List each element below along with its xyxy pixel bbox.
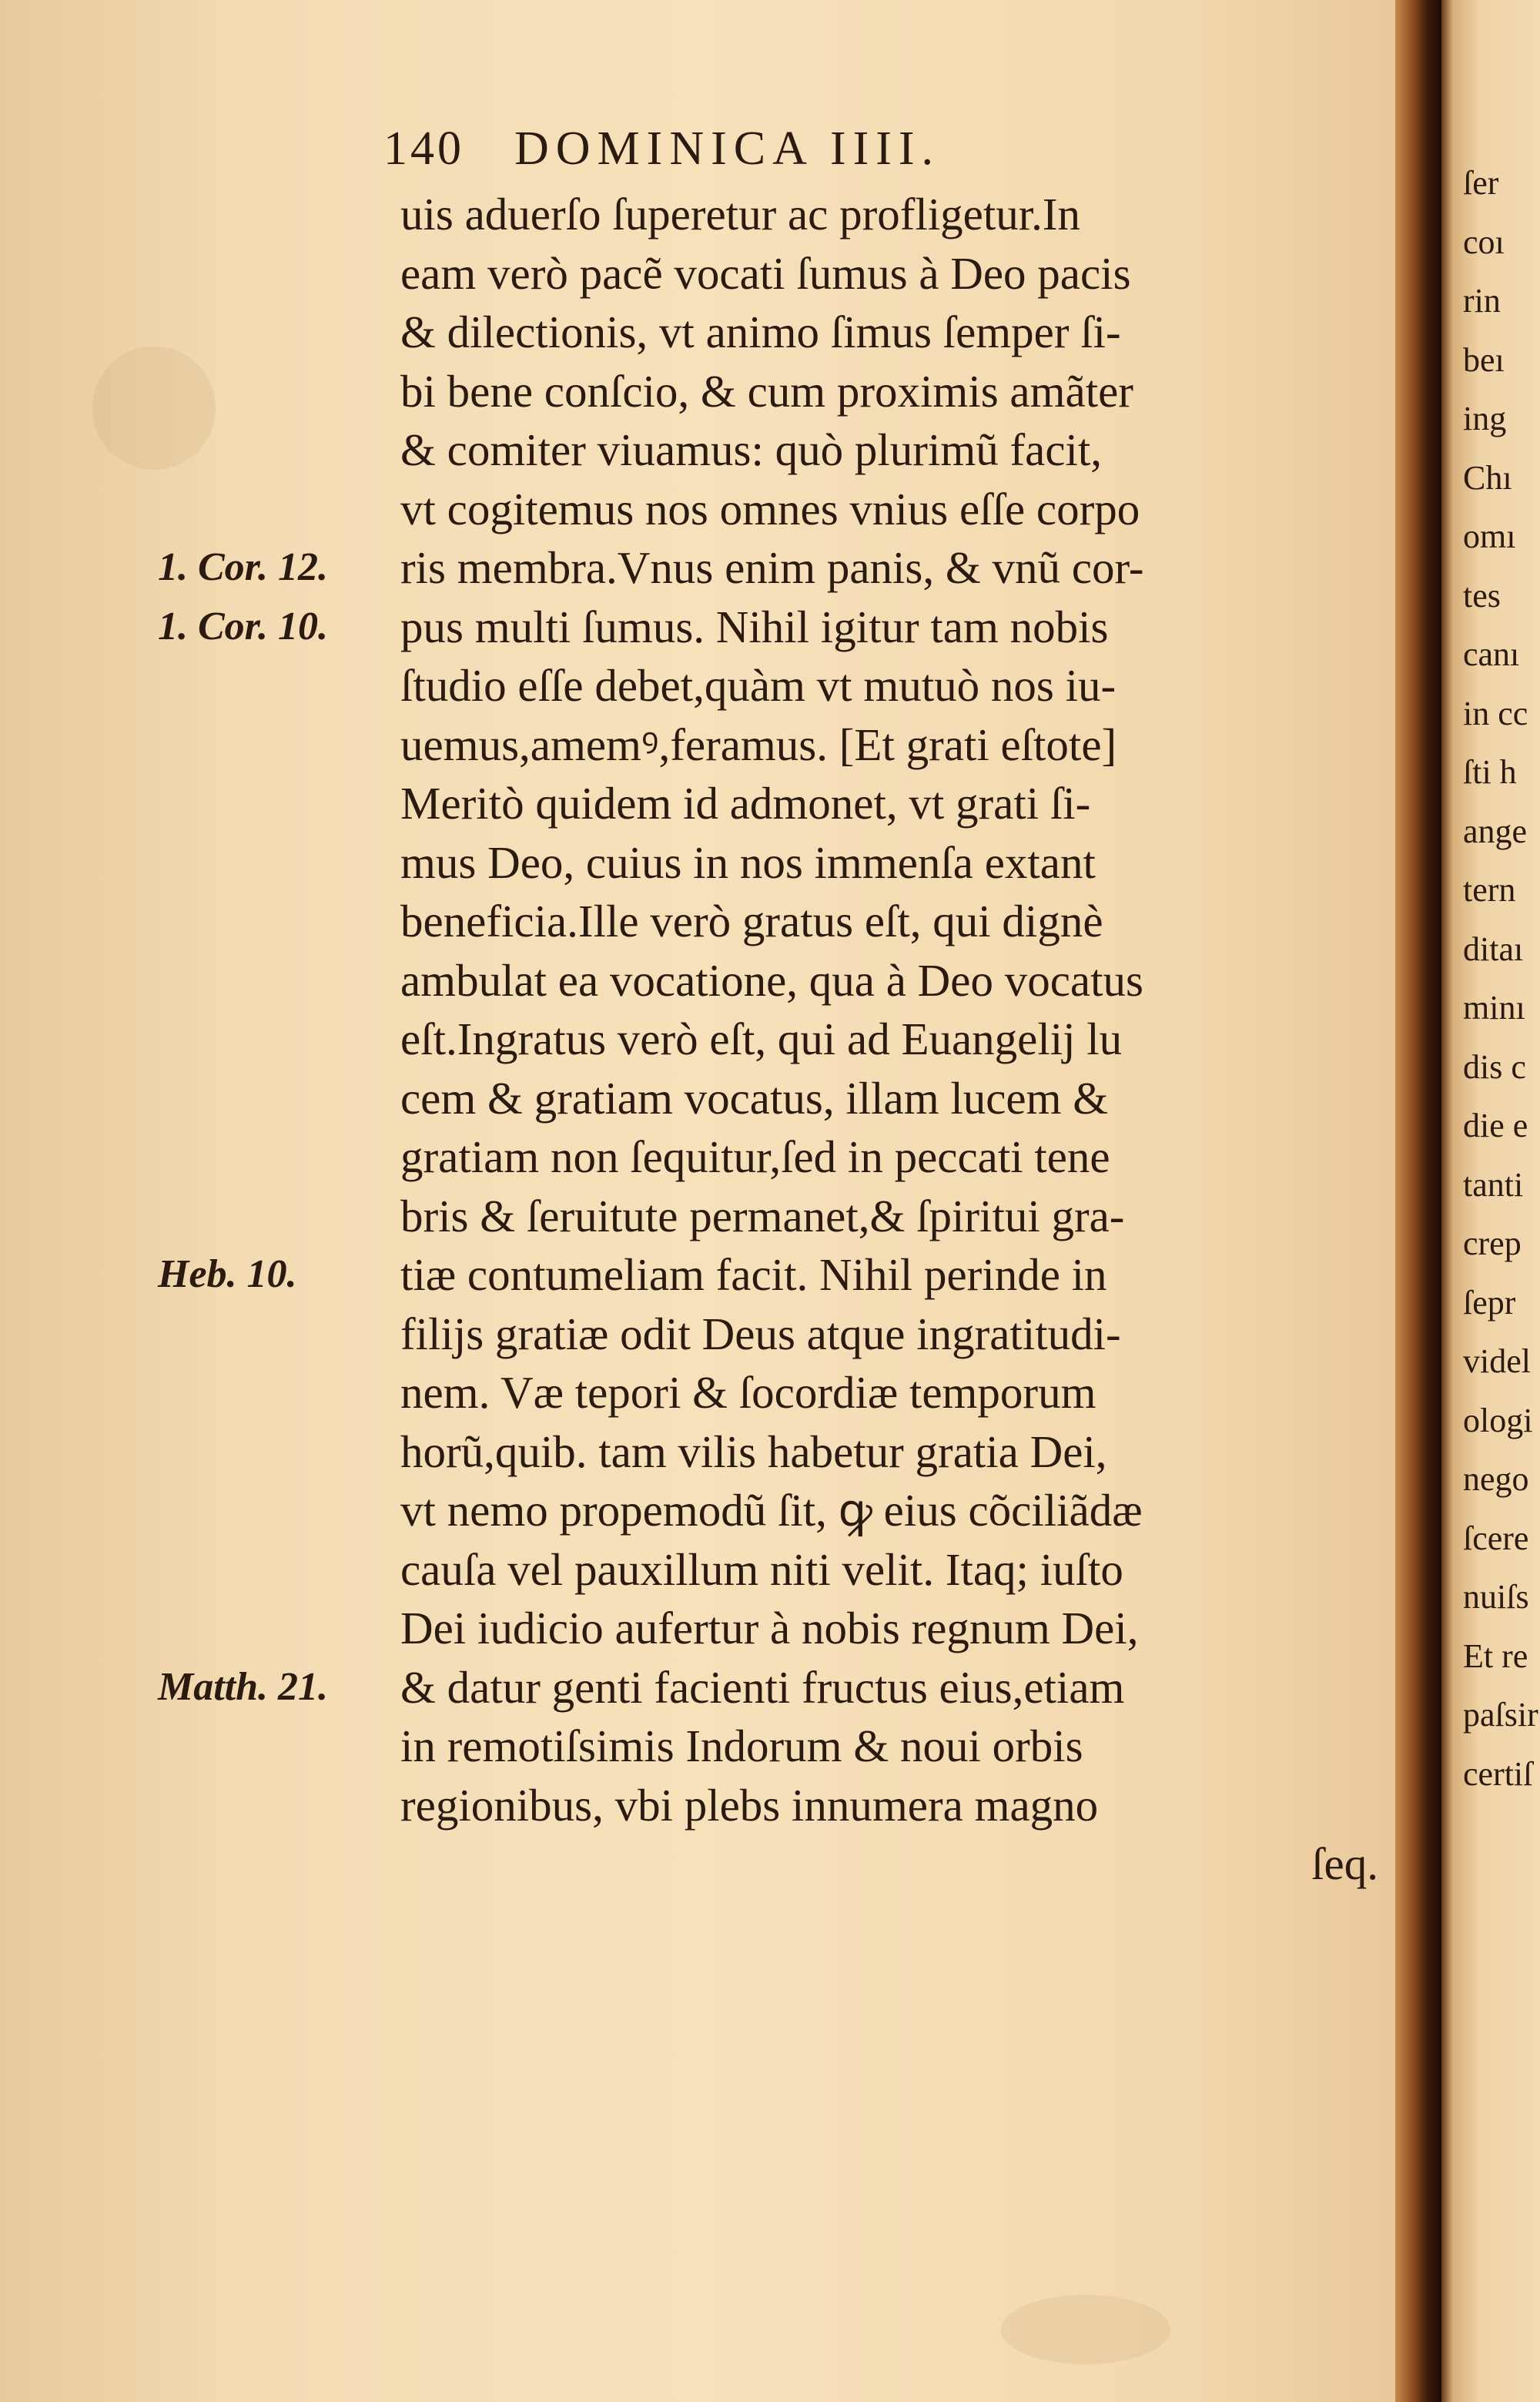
text-line: eam verò pacẽ vocati ſumus à Deo pacis (400, 247, 1131, 299)
page-number: 140 (383, 122, 464, 175)
text-line: ambulat ea vocatione, qua à Deo vocatus (400, 954, 1143, 1006)
text-line: regionibus, vbi plebs innumera magno (400, 1779, 1099, 1831)
text-line: tiæ contumeliam facit. Nihil perinde in (400, 1249, 1107, 1300)
text-line: beneficia.Ille verò gratus eſt, qui dignè (400, 896, 1103, 946)
right-page-fragment: Chı (1463, 458, 1512, 497)
paper-stain (1001, 2295, 1170, 2364)
text-line: & datur genti facienti fructus eius,etiam (400, 1661, 1125, 1713)
margin-note: 1. Cor. 12. (158, 545, 329, 589)
right-page-fragment: beı (1463, 340, 1505, 379)
right-page-fragment: coı (1463, 223, 1505, 261)
right-page-fragment: ange (1463, 812, 1528, 850)
right-page-fragment: crep (1463, 1224, 1522, 1262)
margin-note: 1. Cor. 10. (158, 604, 329, 648)
margin-note: Matth. 21. (158, 1664, 329, 1709)
right-page-fragment: certiſ (1463, 1754, 1533, 1793)
right-page-fragment: tanti (1463, 1165, 1524, 1204)
text-line: ris membra.Vnus enim panis, & vnũ cor- (400, 542, 1144, 593)
text-line: mus Deo, cuius in nos immenſa extant (400, 836, 1096, 888)
text-line: & comiter viuamus: quò plurimũ facit, (400, 424, 1103, 475)
text-line: & dilectionis, vt animo ſimus ſemper ſi- (400, 307, 1121, 357)
right-page-fragment: die e (1463, 1107, 1528, 1144)
right-page-fragment: canı (1463, 635, 1520, 673)
right-page-fragment: nego (1463, 1460, 1529, 1498)
text-line: cem & gratiam vocatus, illam lucem & (400, 1072, 1109, 1124)
right-page-fragment: dis c (1463, 1047, 1526, 1086)
margin-note: Heb. 10. (158, 1252, 297, 1296)
text-line: nem. Væ tepori & ſocordiæ temporum (400, 1367, 1096, 1418)
text-line: pus multi ſumus. Nihil igitur tam nobis (400, 601, 1109, 652)
right-page-fragment: tes (1463, 576, 1501, 615)
text-line: horũ,quib. tam vilis habetur gratia Dei, (400, 1425, 1107, 1477)
text-line: Dei iudicio aufertur à nobis regnum Dei, (400, 1603, 1139, 1653)
text-line: ſtudio eſſe debet,quàm vt mutuò nos iu- (400, 660, 1116, 711)
right-page-fragment: ditaı (1463, 930, 1524, 968)
right-page-fragment: in cc (1463, 694, 1528, 732)
text-line: ſeq. (1311, 1838, 1378, 1889)
body-text (400, 185, 1394, 1894)
text-line: in remotiſsimis Indorum & noui orbis (400, 1720, 1083, 1771)
text-line: filijs gratiæ odit Deus atque ingratitudi- (400, 1308, 1121, 1359)
right-page-fragment: videl (1463, 1342, 1531, 1380)
text-line: uis aduerſo ſuperetur ac profligetur.In (400, 189, 1081, 240)
right-page-fragment: rin (1463, 282, 1501, 320)
text-line: cauſa vel pauxillum niti velit. Itaq; iuſto (400, 1543, 1123, 1595)
right-page-fragment: omı (1463, 518, 1516, 555)
right-page-fragment: ſcere (1463, 1519, 1529, 1557)
right-page-fragment: Et re (1463, 1637, 1528, 1675)
text-line: Meritò quidem id admonet, vt grati ſi- (400, 778, 1091, 829)
text-line: eſt.Ingratus verò eſt, qui ad Euangelij lu (400, 1013, 1123, 1064)
text-line: bi bene conſcio, & cum proximis amãter (400, 365, 1133, 417)
text-line: bris & ſeruitute permanet,& ſpiritui gra- (400, 1190, 1125, 1241)
text-line: uemus,amemꝰ,feramus. [Et grati eſtote] (400, 719, 1117, 770)
right-page-fragment: nuiſs (1463, 1578, 1529, 1616)
right-page-text (1463, 154, 1540, 1804)
right-page-fragment: minı (1463, 989, 1525, 1027)
right-page-fragment: paſsir (1463, 1696, 1538, 1734)
right-page-fragment: ologi (1463, 1401, 1533, 1439)
book-spine (1395, 0, 1441, 2402)
text-line: vt cogitemus nos omnes vnius eſſe corpo (400, 483, 1140, 534)
right-page-fragment: tern (1463, 871, 1516, 909)
right-page-fragment: ſti h (1463, 753, 1517, 791)
right-page-fragment: ſer (1463, 164, 1499, 202)
right-page-fragment: ing (1463, 400, 1507, 437)
text-line: vt nemo propemodũ ſit, ꝙ eius cõciliãdæ (400, 1485, 1143, 1536)
page-header (383, 122, 1400, 191)
text-line: gratiam non ſequitur,ſed in peccati tene (400, 1131, 1110, 1182)
margin-notes (0, 0, 400, 2402)
running-title: DOMINICA IIII. (514, 122, 941, 175)
right-page-fragment: ſepr (1463, 1283, 1516, 1322)
